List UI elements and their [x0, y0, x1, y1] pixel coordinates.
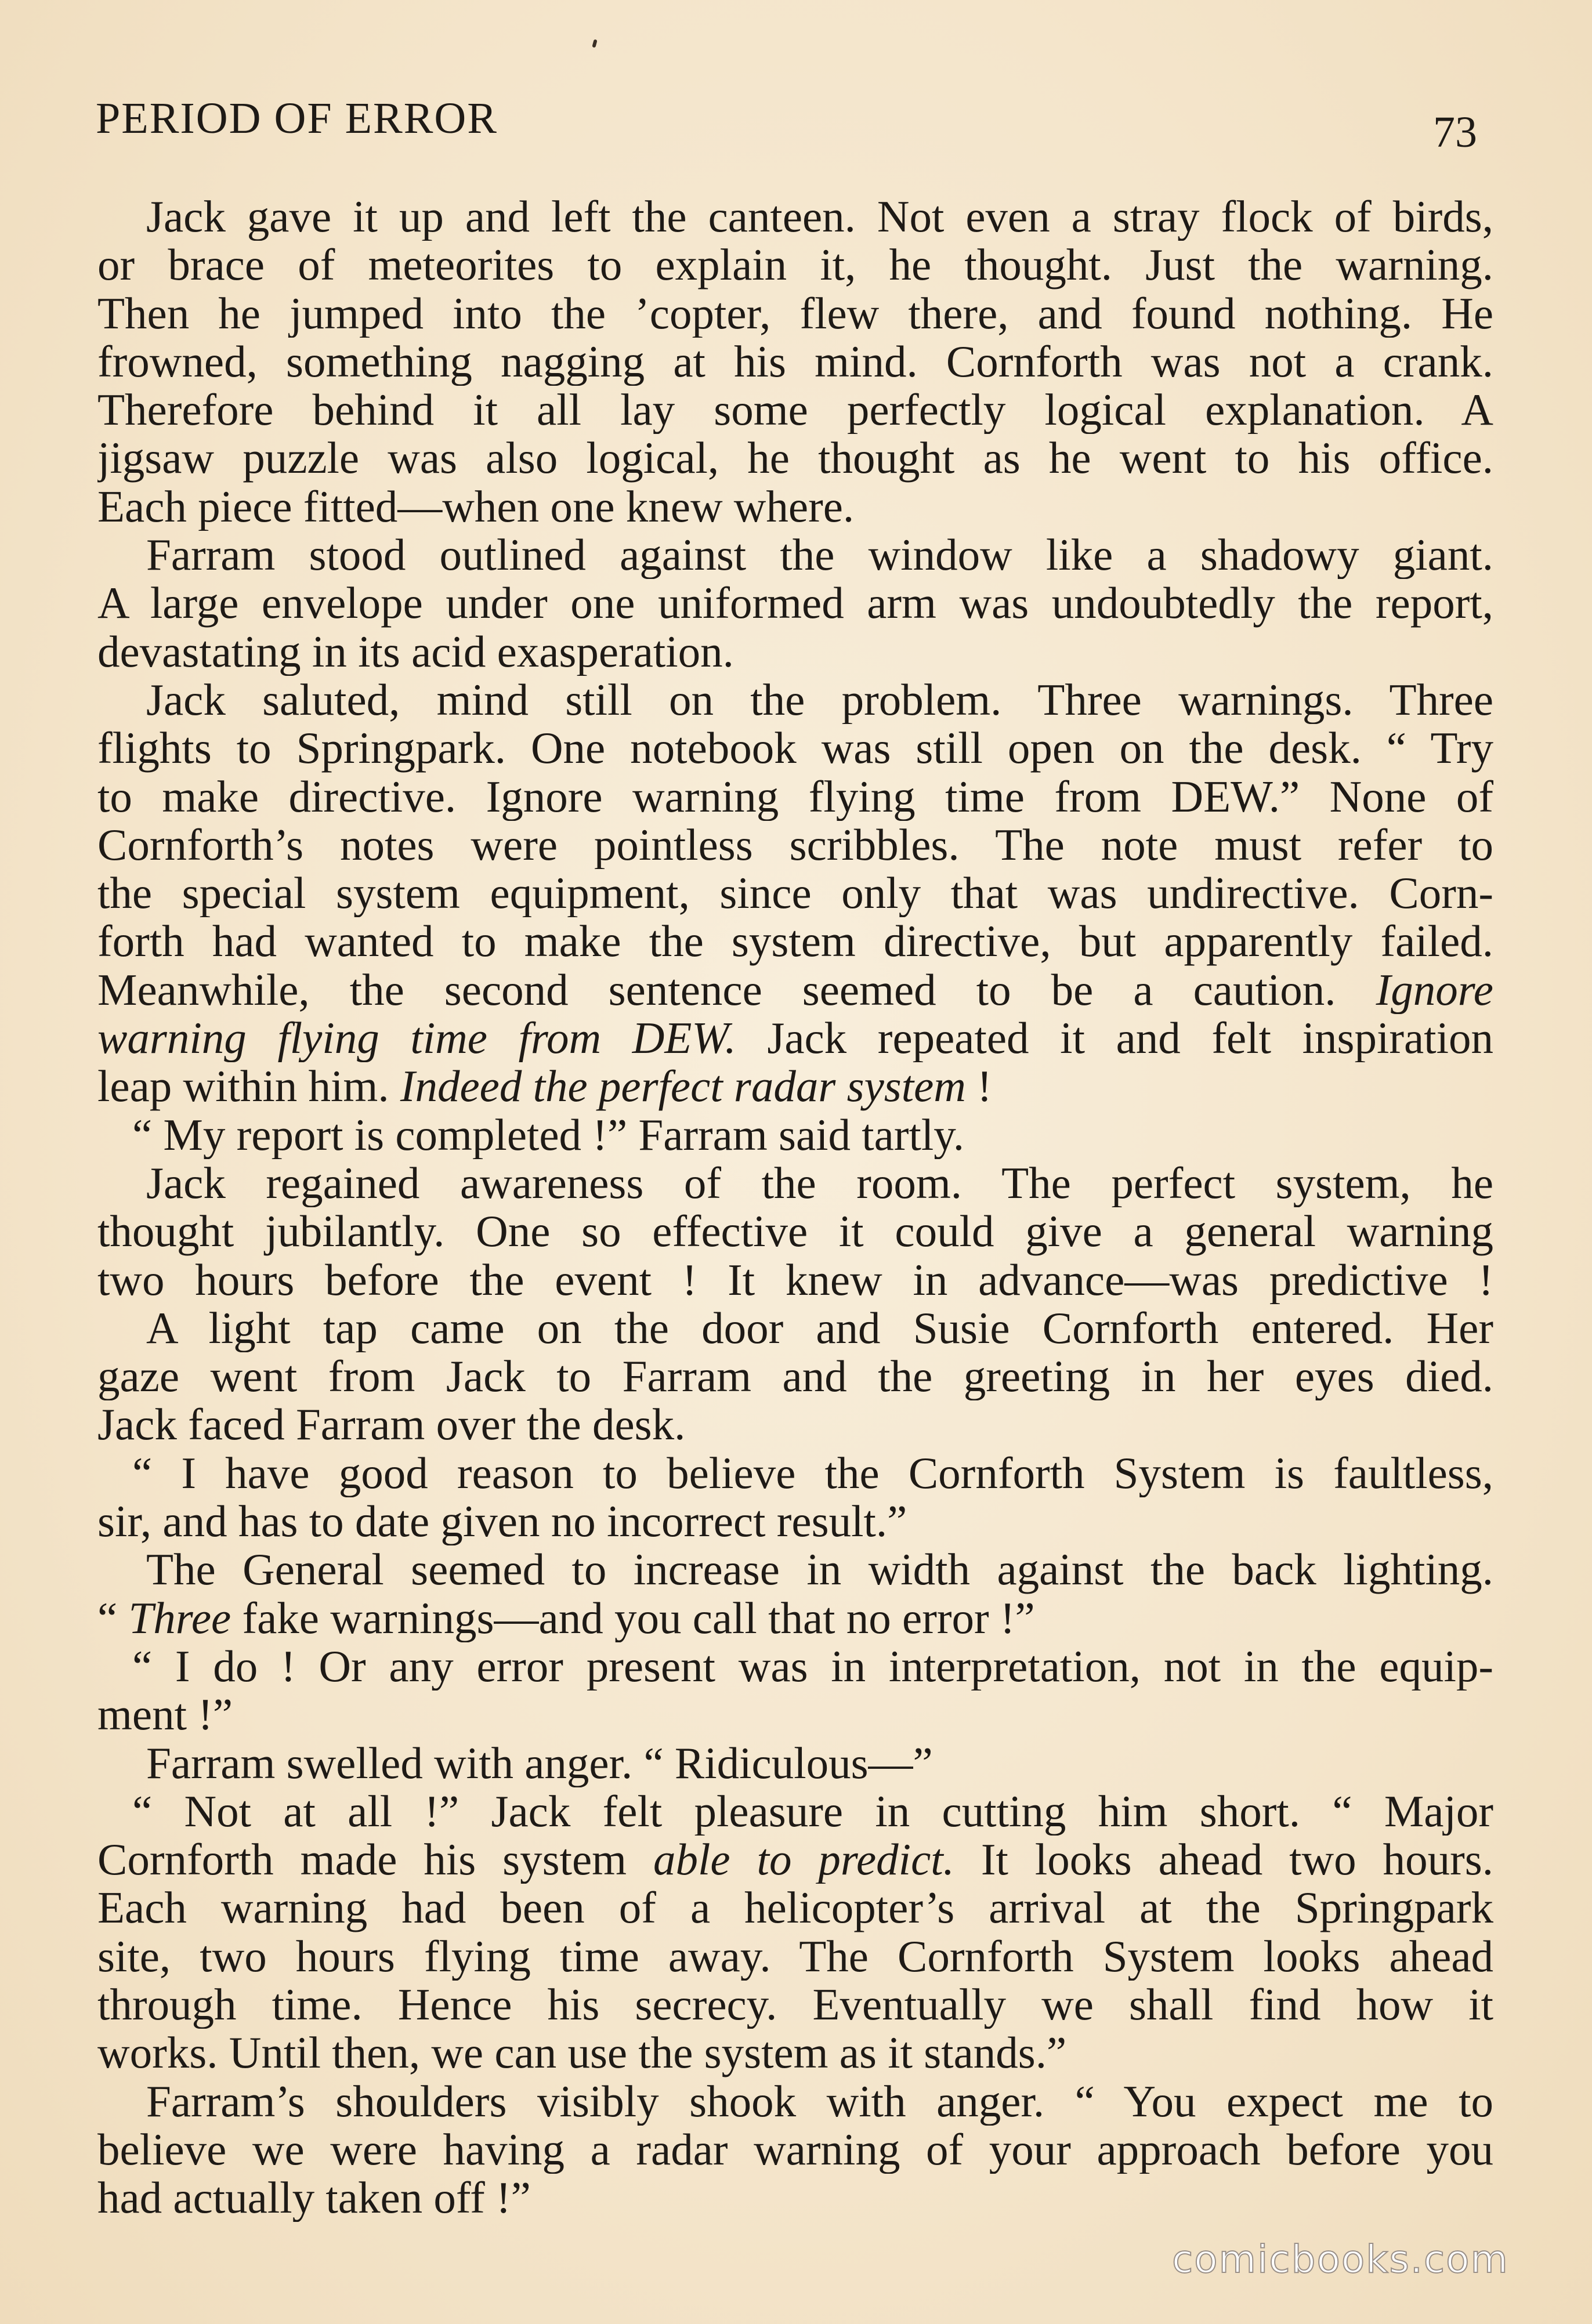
- text-line: [97, 773, 1493, 821]
- italic-text: Three: [128, 1594, 231, 1642]
- text-run: Farram swelled with anger. “ Ridiculous—”: [146, 1739, 933, 1787]
- watermark-logo: comicbooks.com: [1172, 2237, 1509, 2282]
- text-run: Jack gave it up and left the canteen. Not even a stray flock of birds,: [146, 193, 1493, 241]
- text-line: [97, 917, 1493, 965]
- text-line: [97, 1545, 1493, 1594]
- page-number: 73: [1433, 108, 1477, 157]
- italic-text: Indeed the perfect radar system: [400, 1062, 966, 1111]
- text-line: [97, 1304, 1493, 1352]
- text-run: sir, and has to date given no incorrect result.”: [97, 1497, 907, 1546]
- text-run: devastating in its acid exasperation.: [97, 627, 734, 676]
- italic-text: Ignore: [1376, 965, 1493, 1015]
- text-run: A large envelope under one uniformed arm was undoubtedly the report,: [97, 579, 1493, 628]
- text-run: Jack saluted, mind still on the problem. Three warnings. Three: [146, 675, 1493, 725]
- text-line: [97, 289, 1493, 338]
- text-line: [97, 1449, 1493, 1497]
- text-run: Then he jumped into the ’copter, flew there, and found nothing. He: [97, 289, 1493, 338]
- text-run: flights to Springpark. One notebook was still open on the desk. “ Try: [97, 724, 1493, 773]
- text-run: Cornforth’s notes were pointless scribbles. The note must refer to: [97, 820, 1493, 870]
- text-run: “: [97, 1594, 129, 1642]
- text-run: It looks ahead two hours.: [954, 1836, 1493, 1884]
- text-line: [97, 821, 1493, 869]
- text-run: Farram stood outlined against the window like a shadowy giant.: [146, 531, 1493, 580]
- text-line: [97, 676, 1493, 724]
- text-line: [97, 193, 1493, 241]
- text-run: Cornforth made his system: [97, 1836, 654, 1884]
- text-run: thought jubilantly. One so effective it could give a general warning: [97, 1207, 1493, 1256]
- text-line: [97, 628, 1493, 676]
- text-run: had actually taken off !”: [97, 2174, 531, 2222]
- text-run: “ I do ! Or any error present was in interpretation, not in the equip-: [132, 1642, 1493, 1691]
- text-run: “ I have good reason to believe the Cornforth System is faultless,: [132, 1449, 1493, 1498]
- text-line: [97, 1642, 1493, 1690]
- text-line: [97, 1739, 1493, 1787]
- italic-text: able to predict.: [653, 1836, 954, 1884]
- text-line: [97, 338, 1493, 386]
- text-run: Meanwhile, the second sentence seemed to be a caution.: [97, 965, 1376, 1015]
- text-line: [97, 1014, 1493, 1062]
- text-run: ment !”: [97, 1690, 233, 1739]
- text-line: [97, 1256, 1493, 1304]
- text-line: [97, 1932, 1493, 1981]
- text-run: Jack repeated it and felt inspiration: [736, 1014, 1493, 1063]
- text-run: “ Not at all !” Jack felt pleasure in cutting him short. “ Major: [132, 1787, 1493, 1836]
- body-text: [97, 193, 1493, 2222]
- text-run: the special system equipment, since only that was undirective. Corn-: [97, 869, 1493, 918]
- text-line: [97, 724, 1493, 772]
- text-line: [97, 1352, 1493, 1400]
- text-run: Jack faced Farram over the desk.: [97, 1400, 686, 1449]
- running-head: PERIOD OF ERROR: [96, 94, 498, 143]
- text-run: or brace of meteorites to explain it, he thought. Just the warning.: [97, 241, 1493, 289]
- text-line: [97, 1111, 1493, 1159]
- text-run: Jack regained awareness of the room. The perfect system, he: [146, 1159, 1493, 1208]
- text-line: [97, 2126, 1493, 2174]
- text-line: [97, 2174, 1493, 2222]
- text-line: [97, 1497, 1493, 1545]
- text-line: [97, 1207, 1493, 1255]
- text-run: gaze went from Jack to Farram and the greeting in her eyes died.: [97, 1352, 1493, 1401]
- text-run: frowned, something nagging at his mind. Cornforth was not a crank.: [97, 337, 1493, 386]
- text-line: [97, 483, 1493, 531]
- text-run: Each warning had been of a helicopter’s arrival at the Springpark: [97, 1884, 1493, 1932]
- text-run: Each piece fitted—when one knew where.: [97, 482, 855, 531]
- text-line: [97, 1062, 1493, 1110]
- text-run: Therefore behind it all lay some perfectly logical explanation. A: [97, 386, 1493, 435]
- text-run: jigsaw puzzle was also logical, he thought as he went to his office.: [97, 434, 1493, 483]
- text-run: A light tap came on the door and Susie Cornforth entered. Her: [146, 1304, 1493, 1353]
- text-line: [97, 1787, 1493, 1836]
- text-run: site, two hours flying time away. The Cornforth System looks ahead: [97, 1932, 1493, 1981]
- text-line: [97, 2077, 1493, 2126]
- text-line: [97, 241, 1493, 289]
- text-run: leap within him.: [97, 1062, 400, 1111]
- text-line: [97, 1836, 1493, 1884]
- text-run: works. Until then, we can use the system as it stands.”: [97, 2029, 1067, 2077]
- italic-text: warning flying time from DEW.: [97, 1014, 736, 1063]
- text-line: [97, 1400, 1493, 1449]
- text-run: !: [965, 1062, 992, 1111]
- text-run: to make directive. Ignore warning flying time from DEW.” None of: [97, 772, 1493, 821]
- text-line: [97, 531, 1493, 579]
- text-run: forth had wanted to make the system directive, but apparently failed.: [97, 917, 1493, 966]
- text-line: [97, 1981, 1493, 2029]
- text-run: two hours before the event ! It knew in advance—was predictive !: [97, 1255, 1493, 1304]
- text-line: [97, 386, 1493, 434]
- text-line: [97, 869, 1493, 917]
- text-line: [97, 579, 1493, 627]
- text-line: [97, 1159, 1493, 1207]
- text-run: through time. Hence his secrecy. Eventually we shall find how it: [97, 1980, 1493, 2029]
- text-run: fake warnings—and you call that no error !”: [231, 1594, 1035, 1642]
- text-line: [97, 1594, 1493, 1642]
- text-line: [97, 966, 1493, 1014]
- text-line: [97, 434, 1493, 482]
- text-run: “ My report is completed !” Farram said tartly.: [132, 1110, 965, 1159]
- text-line: [97, 1884, 1493, 1932]
- text-run: The General seemed to increase in width against the back lighting.: [146, 1545, 1493, 1594]
- text-run: Farram’s shoulders visibly shook with anger. “ You expect me to: [146, 2077, 1493, 2126]
- text-line: [97, 1690, 1493, 1739]
- text-line: [97, 2029, 1493, 2077]
- text-run: believe we were having a radar warning of your approach before you: [97, 2125, 1493, 2174]
- ink-speck: [592, 39, 597, 48]
